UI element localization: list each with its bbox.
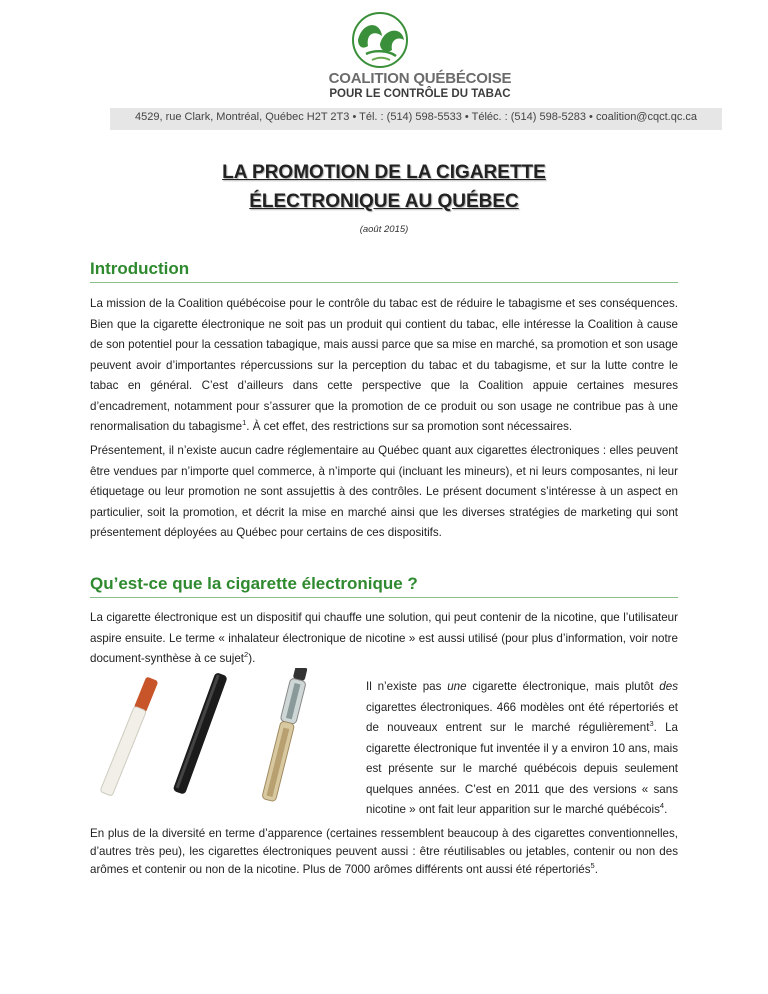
coalition-leaf-logo-icon [344, 10, 416, 72]
heading-what-is-ecig: Qu’est-ce que la cigarette électronique ? [90, 574, 678, 598]
heading-introduction: Introduction [90, 259, 678, 283]
org-name-line2: POUR LE CONTRÔLE DU TABAC [329, 88, 511, 100]
footnote-ref-1: 1 [242, 418, 247, 428]
what-paragraph-1: La cigarette électronique est un dispositif qui chauffe une solution, qui peut contenir de la nicotine, que l’utilisateur aspire ensuite. Le terme « inhalateur électronique de nicotine » est aussi utilisé (pour plus d’information, voir notre document-synthèse à ce sujet$^2$). [90, 611, 678, 665]
footnote-ref-3: 3 [649, 719, 654, 729]
document-date: (août 2015) [359, 224, 409, 235]
document-title-line1: LA PROMOTION DE LA CIGARETTE [222, 162, 546, 183]
what-paragraph-2: Il n’existe pas une cigarette électronique, mais plutôt des cigarettes électroniques. 466 modèles ont été répertoriés et de nouveaux entrent sur le marché régulièrement$^3$. La cigarette électronique fut inventée il y a environ 10 ans, mais est présente sur le marché québécois depuis seulement quelques années. C’est en 2011 que des versions « sans nicotine » ont fait leur apparition sur le marché québécois$^4$. [366, 680, 678, 816]
e-cigarettes-photo-icon [88, 668, 350, 804]
org-name-line1: COALITION QUÉBÉCOISE [328, 70, 512, 87]
intro-paragraph-2: Présentement, il n’existe aucun cadre réglementaire au Québec quant aux cigarettes électroniques : elles peuvent être vendues par n’importe quel commerce, à n’importe qui (incluant les mineurs), et ni leurs composantes, ni leur étiquetage ou leur promotion ne sont assujettis à des contrôles. Le présent document s’intéresse à un aspect en particulier, soit la promotion, et décrit la mise en marché ainsi que les diverses stratégies de marketing qui sont présentement déployées au Québec pour certains de ces dispositifs. [90, 444, 678, 539]
intro-paragraph-1: La mission de la Coalition québécoise pour le contrôle du tabac est de réduire le tabagisme et ses conséquences. Bien que la cigarette électronique ne soit pas un produit qui contient du tabac, elle intéresse la Coalition à cause de son potentiel pour la cessation tabagique, mais aussi parce que sa mise en marché, sa promotion et son usage peuvent avoir d’importantes répercussions sur la perception du tabac et du tabagisme, et sur la lutte contre le tabac en général. C’est d’ailleurs dans cette perspective que la Coalition appuie certaines mesures d’encadrement, notamment pour s’assurer que la promotion de ce produit ou son usage ne contribue pas à une renormalisation du tabagisme$^1$. À cet effet, des restrictions sur sa promotion sont nécessaires. [90, 297, 678, 433]
what-paragraph-3: En plus de la diversité en terme d’apparence (certaines ressemblent beaucoup à des cigarettes conventionnelles, d’autres très peu), les cigarettes électroniques peuvent aussi : être réutilisables ou jetables, contenir ou non des arômes et contenir ou non de la nicotine. Plus de 7000 arômes différents ont aussi été répertoriés$^5$. [90, 827, 678, 876]
footnote-ref-5: 5 [590, 861, 595, 871]
footnote-ref-2: 2 [244, 650, 249, 660]
footnote-ref-4: 4 [659, 801, 665, 811]
document-title-line2: ÉLECTRONIQUE AU QUÉBEC [249, 191, 519, 212]
address-line: 4529, rue Clark, Montréal, Québec H2T 2T3 • Tél. : (514) 598-5533 • Téléc. : (514) 598-5283 • coalition@cqct.qc.ca [134, 111, 697, 123]
